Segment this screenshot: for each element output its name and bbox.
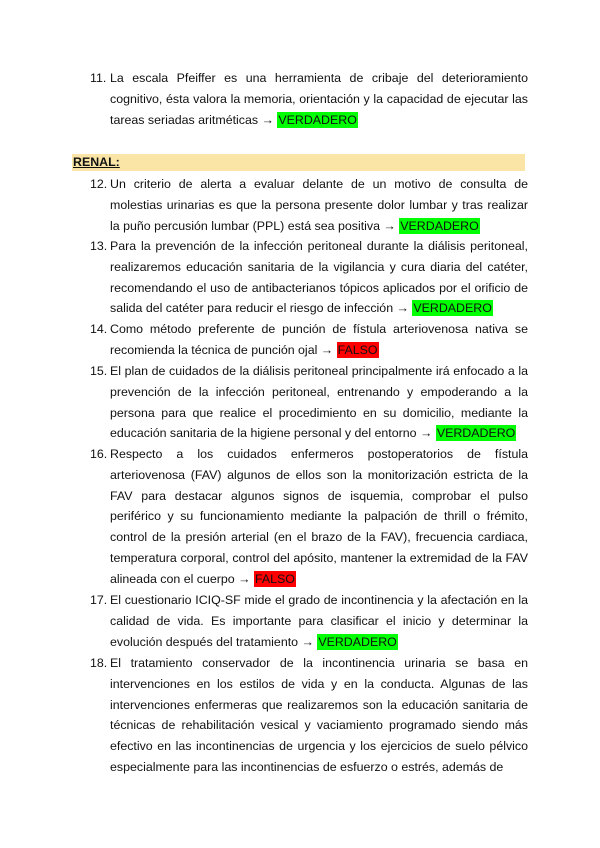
question-number: 15. xyxy=(90,364,108,378)
answer-badge-false: FALSO xyxy=(254,571,295,586)
answer-badge-true: VERDADERO xyxy=(278,112,357,127)
answer-badge-true: VERDADERO xyxy=(436,426,516,441)
answer-badge-true: VERDADERO xyxy=(413,301,492,316)
question-item xyxy=(90,174,528,236)
question-text: El plan de cuidados de la diálisis peritoneal principalmente irá enfocado a la prevención de la infección peritoneal, entrenando y empoderando a la persona para que realice el procedimiento en su domicilio, mediante la educación sanitaria de la higiene personal y del entorno → xyxy=(110,364,528,441)
question-item xyxy=(90,590,528,652)
question-item xyxy=(90,68,528,130)
question-number: 11. xyxy=(90,71,107,85)
question-item xyxy=(90,361,528,444)
question-number: 18. xyxy=(90,656,108,670)
question-number: 13. xyxy=(90,239,108,253)
answer-badge-true: VERDADERO xyxy=(318,634,397,649)
question-number: 14. xyxy=(90,322,108,336)
question-item xyxy=(90,444,528,590)
question-text: Para la prevención de la infección peritoneal durante la diálisis peritoneal, realizaremos educación sanitaria de la vigilancia y cura diaria del catéter, recomendando el uso de antibacterianos tópicos aplicados por el orificio de salida del catéter para reducir el riesgo de infección → xyxy=(110,239,528,316)
section-highlight xyxy=(72,154,525,171)
question-text: La escala Pfeiffer es una herramienta de cribaje del deterioramiento cognitivo, ésta valora la memoria, orientación y la capacidad de ejecutar las tareas seriadas aritméticas → xyxy=(110,71,528,127)
question-text: El cuestionario ICIQ-SF mide el grado de incontinencia y la afectación en la calidad de vida. Es importante para clasificar el inicio y determinar la evolución después del tratamiento → xyxy=(110,593,528,649)
question-item xyxy=(90,319,528,361)
answer-badge-true: VERDADERO xyxy=(400,218,479,233)
question-text: Un criterio de alerta a evaluar delante de un motivo de consulta de molestias urinarias es que la persona presente dolor lumbar y tras realizar la puño percusión lumbar (PPL) está sea positiva → xyxy=(110,177,528,233)
question-number: 17. xyxy=(90,593,108,607)
question-text: El tratamiento conservador de la incontinencia urinaria se basa en intervenciones en los estilos de vida y en la conducta. Algunas de las intervenciones enfermeras que realizaremos son la educación sanitaria de técnicas de rehabilitación vesical y vaciamiento programado siendo más efectivo en las incontinencias de urgencia y los ejercicios de suelo pélvico especialmente para las incontinencias de esfuerzo o estrés, además de xyxy=(110,656,528,774)
question-text: Como método preferente de punción de fístula arteriovenosa nativa se recomienda la técnica de punción ojal → xyxy=(110,322,528,357)
section-title: RENAL: xyxy=(73,155,120,169)
question-item xyxy=(90,236,528,319)
question-item xyxy=(90,653,528,778)
question-number: 16. xyxy=(90,447,108,461)
answer-badge-false: FALSO xyxy=(337,342,378,357)
question-number: 12. xyxy=(90,177,108,191)
question-text: Respecto a los cuidados enfermeros postoperatorios de fístula arteriovenosa (FAV) algunos de ellos son la monitorización estricta de la FAV para destacar algunos signos de isquemia, comprobar el pulso periférico y su funcionamiento mediante la palpación de thrill o frémito, control de la presión arterial (en el brazo de la FAV), frecuencia cardiaca, temperatura corporal, control del apósito, mantener la extremidad de la FAV alineada con el cuerpo → xyxy=(110,447,528,586)
